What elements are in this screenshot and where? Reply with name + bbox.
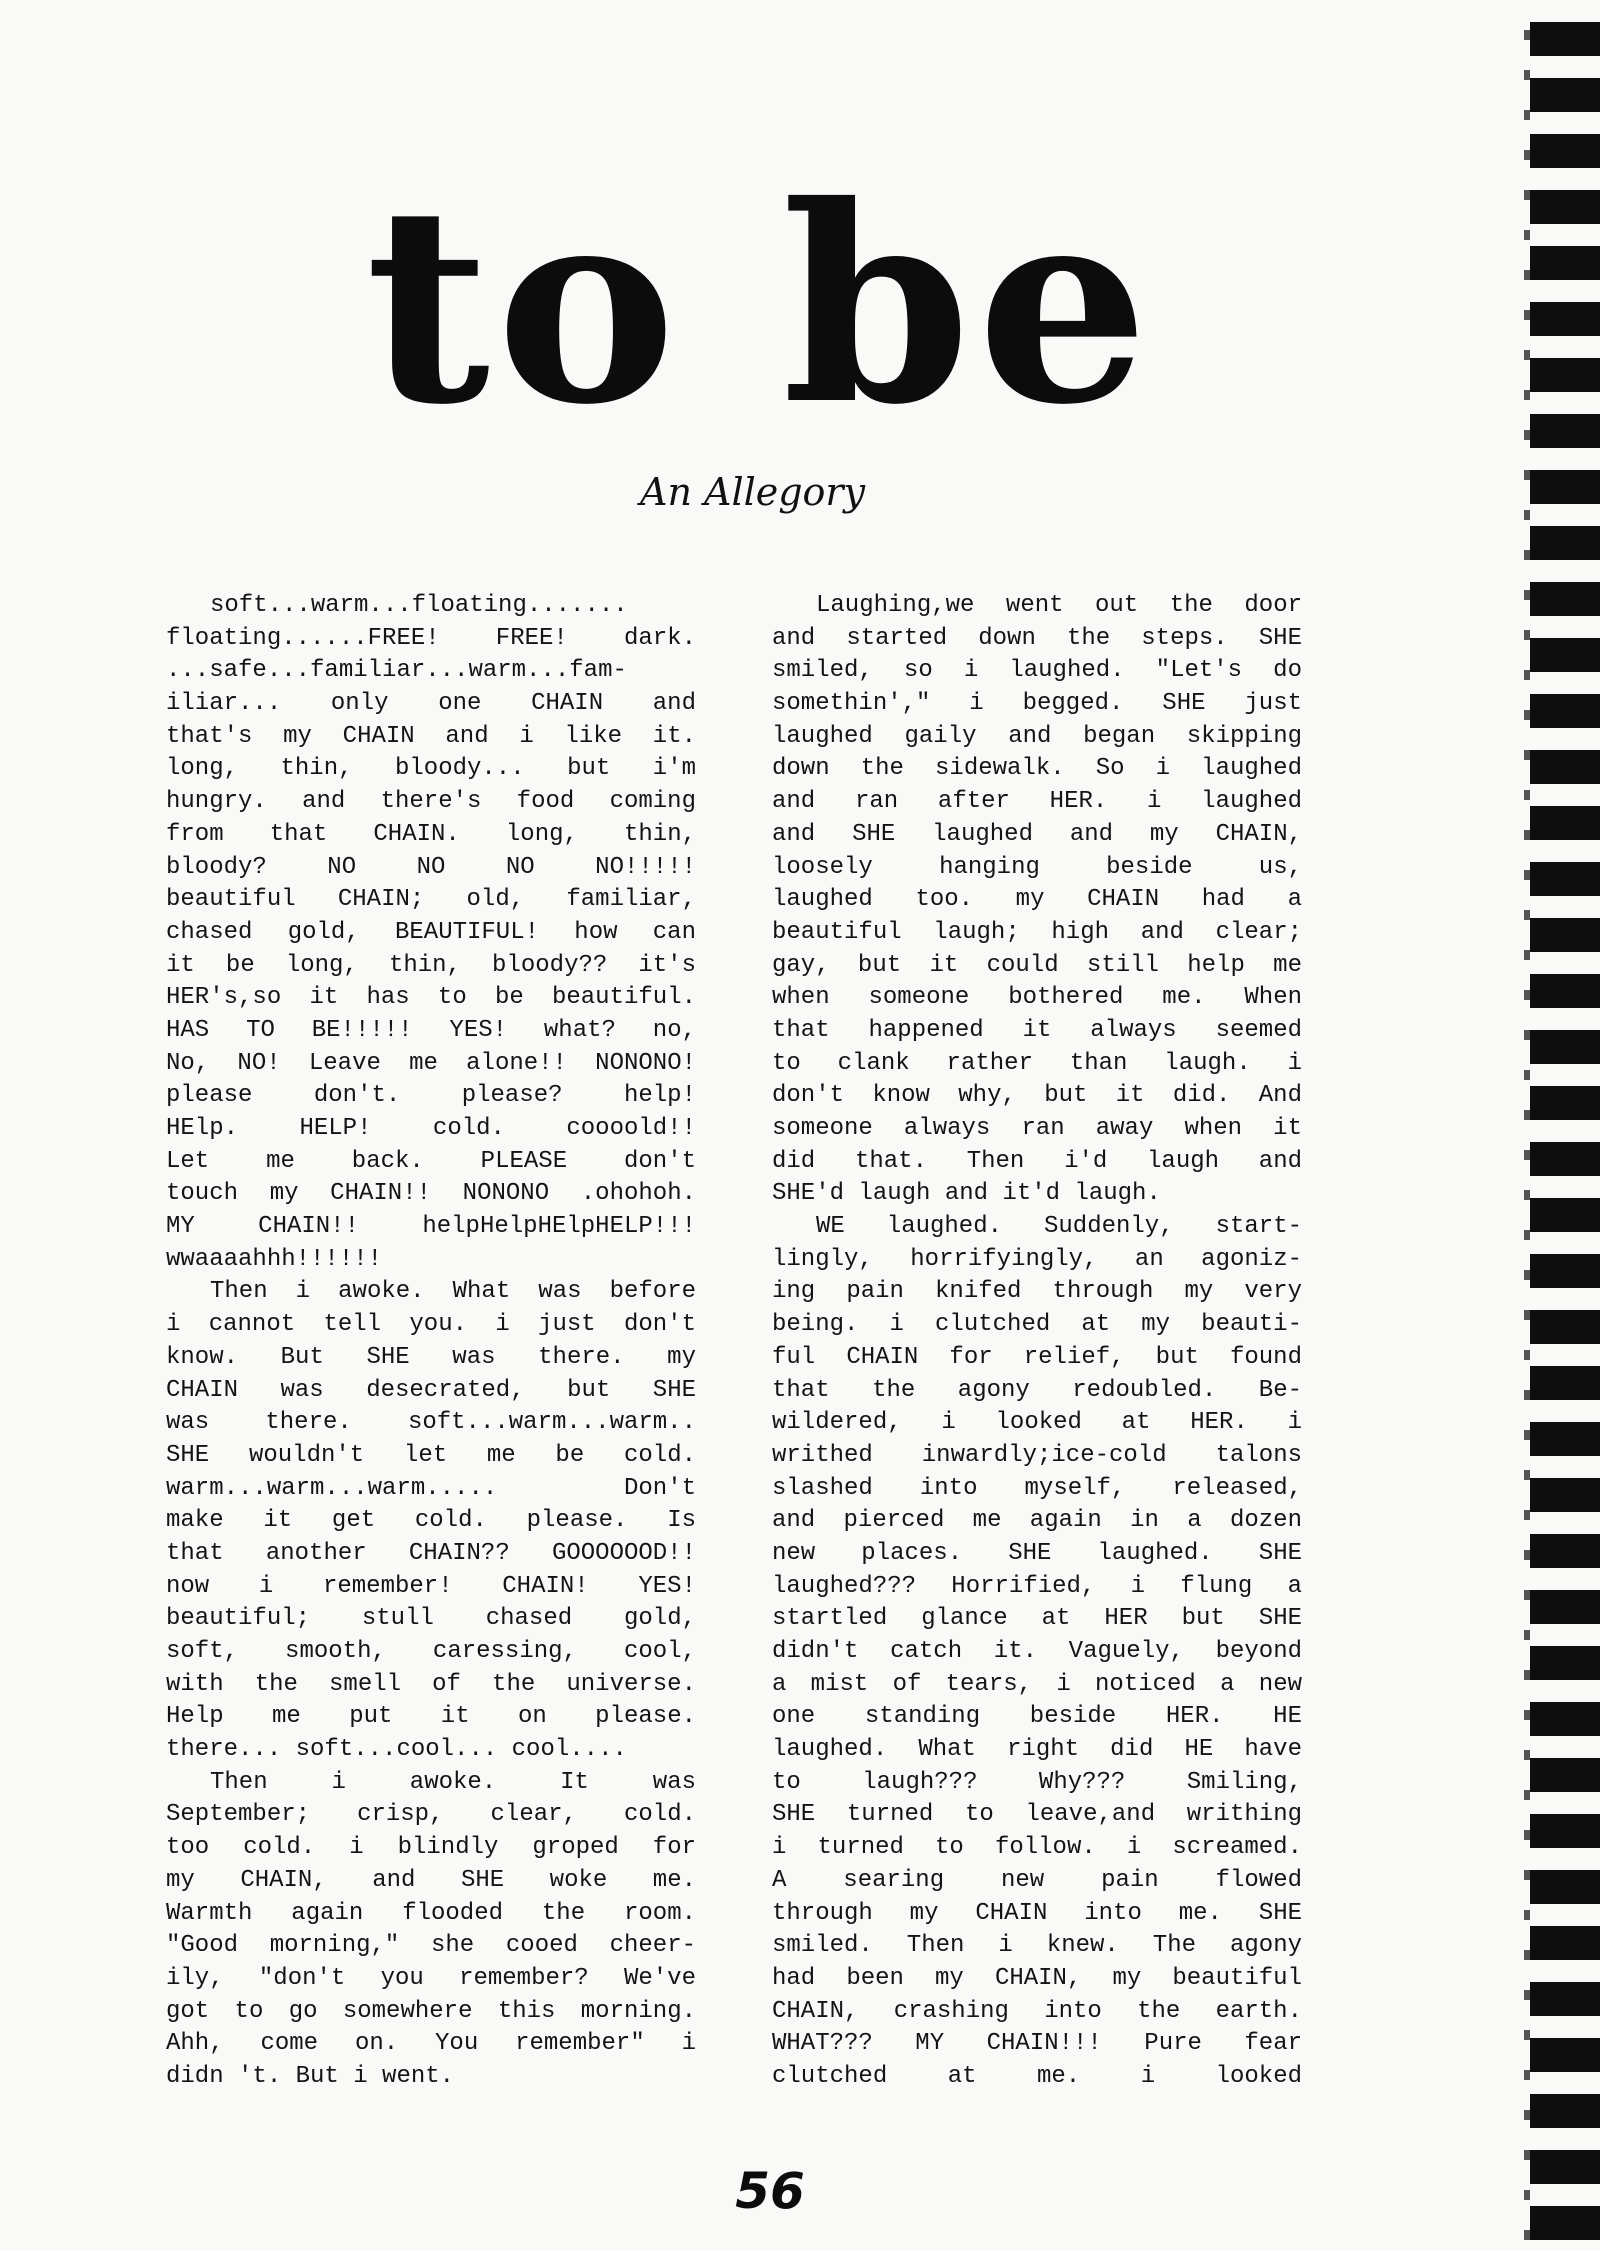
text-line: WE laughed. Suddenly, start- bbox=[816, 1213, 1302, 1241]
text-line: laughed gaily and began skipping bbox=[772, 722, 1302, 750]
text-line: i cannot tell you. i just don't bbox=[166, 1311, 696, 1339]
text-line: did that. Then i'd laugh and bbox=[772, 1147, 1302, 1175]
text-line: didn 't. But i went. bbox=[166, 2062, 455, 2090]
text-line: soft, smooth, caressing, cool, bbox=[166, 1638, 696, 1665]
text-line: that happened it always seemed bbox=[772, 1016, 1302, 1044]
text-line: from that CHAIN. long, thin, bbox=[166, 820, 696, 848]
text-line: that another CHAIN?? GOOOOOOD!! bbox=[166, 1539, 696, 1567]
text-line: one standing beside HER. HE bbox=[772, 1703, 1302, 1731]
text-line: Then i awoke. It was bbox=[210, 1768, 696, 1796]
text-line: chased gold, BEAUTIFUL! how can bbox=[166, 918, 696, 946]
text-line: A searing new pain flowed bbox=[772, 1866, 1302, 1894]
text-line: Ahh, come on. You remember" i bbox=[166, 2030, 696, 2058]
text-line: smiled, so i laughed. "Let's do bbox=[772, 657, 1302, 685]
text-line: and SHE laughed and my CHAIN, bbox=[772, 820, 1302, 848]
text-line: i turned to follow. i screamed. bbox=[772, 1834, 1302, 1862]
text-line: please don't. please? help! bbox=[166, 1082, 696, 1110]
text-line: HAS TO BE!!!!! YES! what? no, bbox=[166, 1016, 696, 1044]
page-number: 56 bbox=[735, 2162, 805, 2220]
page-subtitle: An Allegory bbox=[640, 470, 866, 514]
text-line: gay, but it could still help me bbox=[772, 951, 1302, 979]
text-line: touch my CHAIN!! NONONO .ohohoh. bbox=[166, 1180, 696, 1208]
text-line: it be long, thin, bloody?? it's bbox=[166, 951, 696, 979]
text-line: and pierced me again in a dozen bbox=[772, 1507, 1302, 1535]
text-line: lingly, horrifyingly, an agoniz- bbox=[772, 1245, 1302, 1273]
text-line: loosely hanging beside us, bbox=[772, 853, 1302, 881]
text-line: iliar... only one CHAIN and bbox=[166, 690, 696, 718]
text-line: there... soft...cool... cool.... bbox=[166, 1736, 627, 1764]
text-line: got to go somewhere this morning. bbox=[166, 1997, 696, 2025]
text-line: MY CHAIN!! helpHelpHElpHELP!!! bbox=[166, 1213, 696, 1241]
text-line: somethin'," i begged. SHE just bbox=[772, 690, 1302, 718]
text-line: through my CHAIN into me. SHE bbox=[772, 1899, 1302, 1927]
text-line: warm...warm...warm..... Don't bbox=[166, 1474, 696, 1502]
text-line: ...safe...familiar...warm...fam- bbox=[166, 657, 627, 685]
text-line: September; crisp, clear, cold. bbox=[166, 1801, 696, 1829]
text-line: hungry. and there's food coming bbox=[166, 788, 696, 816]
text-line: laughed??? Horrified, i flung a bbox=[772, 1572, 1302, 1600]
text-line: beautiful; stull chased gold, bbox=[166, 1605, 696, 1633]
text-line: clutched at me. i looked bbox=[772, 2062, 1302, 2090]
text-line: slashed into myself, released, bbox=[772, 1474, 1302, 1502]
text-line: soft...warm...floating....... bbox=[210, 592, 628, 619]
binding-holes bbox=[1524, 0, 1530, 2251]
text-line: Warmth again flooded the room. bbox=[166, 1899, 696, 1927]
text-line: laughed too. my CHAIN had a bbox=[772, 886, 1302, 914]
right-text-column bbox=[772, 590, 1302, 2094]
text-line: CHAIN, crashing into the earth. bbox=[772, 1997, 1302, 2025]
text-line: ful CHAIN for relief, but found bbox=[772, 1343, 1302, 1371]
text-line: that the agony redoubled. Be- bbox=[772, 1376, 1302, 1404]
text-line: don't know why, but it did. And bbox=[772, 1082, 1302, 1110]
text-line: ing pain knifed through my very bbox=[772, 1278, 1302, 1306]
text-line: had been my CHAIN, my beautiful bbox=[772, 1964, 1302, 1992]
text-line: SHE turned to leave,and writhing bbox=[772, 1801, 1302, 1829]
text-line: CHAIN was desecrated, but SHE bbox=[166, 1376, 696, 1404]
text-line: SHE wouldn't let me be cold. bbox=[166, 1441, 696, 1469]
text-line: Let me back. PLEASE don't bbox=[166, 1147, 696, 1175]
text-line: beautiful laugh; high and clear; bbox=[772, 918, 1302, 946]
text-line: to clank rather than laugh. i bbox=[772, 1049, 1302, 1077]
text-line: Then i awoke. What was before bbox=[210, 1278, 696, 1306]
text-line: wwaaaahhh!!!!!! bbox=[166, 1245, 383, 1273]
text-line: Laughing,we went out the door bbox=[816, 592, 1302, 619]
left-text-column bbox=[166, 590, 696, 2094]
text-line: someone always ran away when it bbox=[772, 1115, 1302, 1142]
text-line: Help me put it on please. bbox=[166, 1703, 696, 1731]
text-line: make it get cold. please. Is bbox=[166, 1507, 696, 1535]
text-line: SHE'd laugh and it'd laugh. bbox=[772, 1180, 1161, 1208]
text-line: my CHAIN, and SHE woke me. bbox=[166, 1866, 696, 1894]
text-line: HElp. HELP! cold. coooold!! bbox=[166, 1115, 696, 1142]
text-line: HER's,so it has to be beautiful. bbox=[166, 984, 696, 1012]
text-line: and ran after HER. i laughed bbox=[772, 788, 1302, 816]
text-line: writhed inwardly;ice-cold talons bbox=[772, 1441, 1302, 1469]
text-line: when someone bothered me. When bbox=[772, 984, 1302, 1012]
text-line: and started down the steps. SHE bbox=[772, 624, 1302, 652]
text-line: laughed. What right did HE have bbox=[772, 1736, 1302, 1764]
text-line: new places. SHE laughed. SHE bbox=[772, 1539, 1302, 1567]
text-line: being. i clutched at my beauti- bbox=[772, 1311, 1302, 1339]
text-line: that's my CHAIN and i like it. bbox=[166, 722, 696, 750]
text-line: bloody? NO NO NO NO!!!!! bbox=[166, 853, 696, 881]
text-line: didn't catch it. Vaguely, beyond bbox=[772, 1638, 1302, 1665]
text-line: beautiful CHAIN; old, familiar, bbox=[166, 886, 696, 914]
text-line: too cold. i blindly groped for bbox=[166, 1834, 696, 1862]
text-line: wildered, i looked at HER. i bbox=[772, 1409, 1302, 1437]
page-title: to be bbox=[365, 146, 1155, 464]
text-line: "Good morning," she cooed cheer- bbox=[166, 1932, 696, 1960]
text-line: smiled. Then i knew. The agony bbox=[772, 1932, 1302, 1960]
text-line: was there. soft...warm...warm.. bbox=[166, 1409, 696, 1437]
text-line: now i remember! CHAIN! YES! bbox=[166, 1572, 696, 1600]
text-line: floating......FREE! FREE! dark. bbox=[166, 624, 696, 652]
text-line: No, NO! Leave me alone!! NONONO! bbox=[166, 1049, 696, 1077]
text-line: to laugh??? Why??? Smiling, bbox=[772, 1768, 1302, 1796]
text-line: startled glance at HER but SHE bbox=[772, 1605, 1302, 1633]
text-line: WHAT??? MY CHAIN!!! Pure fear bbox=[772, 2030, 1302, 2058]
text-line: down the sidewalk. So i laughed bbox=[772, 755, 1302, 783]
text-line: a mist of tears, i noticed a new bbox=[772, 1670, 1302, 1698]
text-line: long, thin, bloody... but i'm bbox=[166, 755, 696, 783]
spiral-binding bbox=[1530, 0, 1600, 2251]
text-line: with the smell of the universe. bbox=[166, 1670, 696, 1698]
text-line: ily, "don't you remember? We've bbox=[166, 1964, 696, 1992]
text-line: know. But SHE was there. my bbox=[166, 1343, 696, 1371]
